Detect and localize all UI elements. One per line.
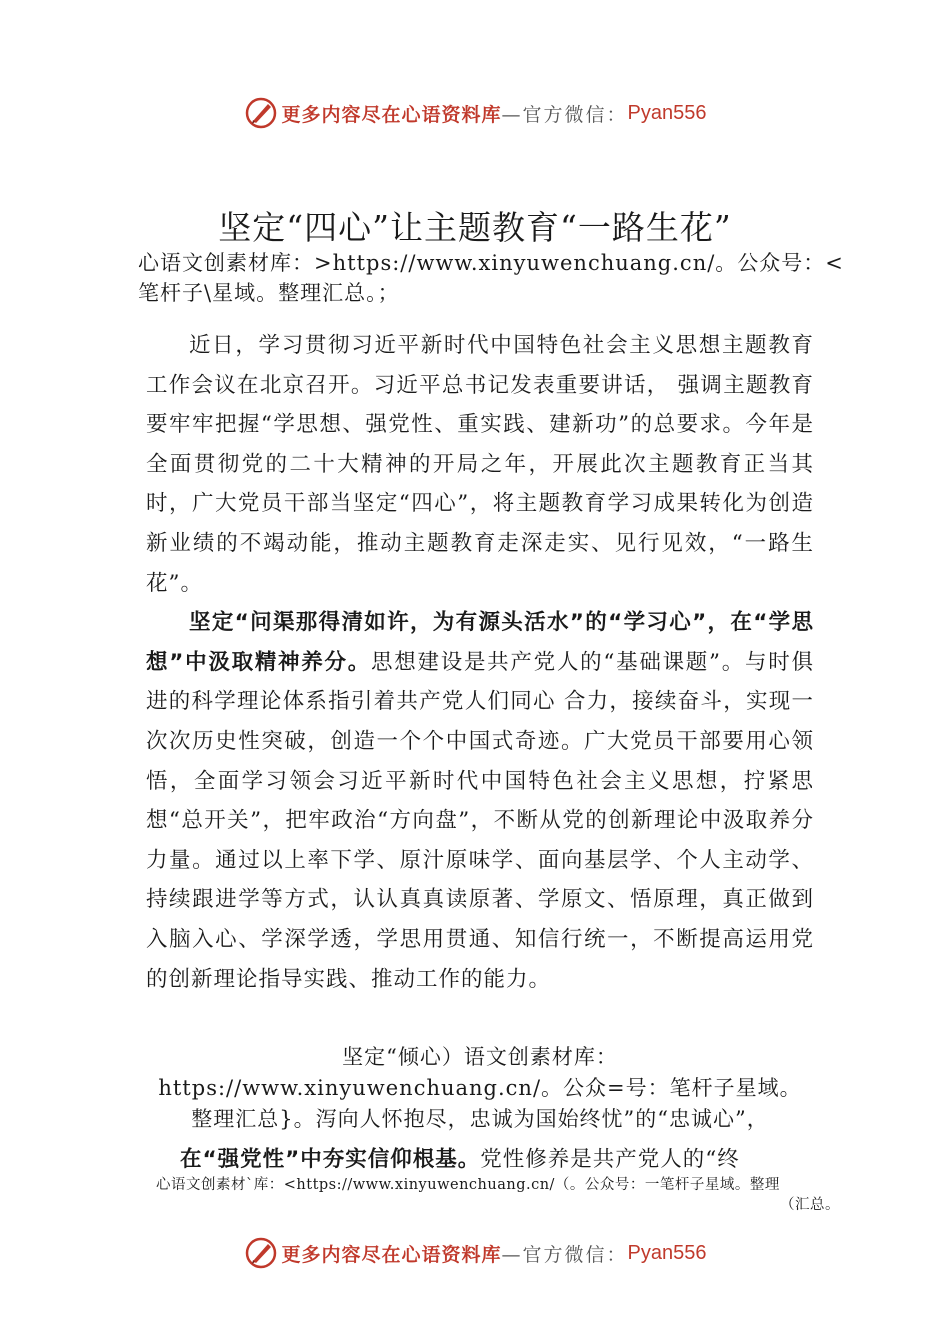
paragraph-2 — [146, 603, 814, 999]
inline-source-text: 坚定“倾心）语文创素材库：https://www.xinyuwenchuang.cn/。公众=号：笔杆子星域。整理汇总}。泻向人怀抱尽，忠诚为国始终忧”的“忠诚心”， — [158, 1045, 802, 1131]
bottom-banner — [0, 1233, 950, 1273]
footer-source-line-2: （汇总。 — [780, 1197, 840, 1213]
banner-sub-text: —官方微信： — [501, 1243, 628, 1266]
pen-seal-logo-icon — [244, 96, 278, 130]
paragraph-3-heading: 在“强党性”中夯实信仰根基。 — [180, 1147, 481, 1172]
banner-main-text: 更多内容尽在心语资料库 — [281, 103, 502, 126]
paragraph-2-text: 思想建设是共产党人的“基础课题”。与时俱进的科学理论体系指引着共产党人们同心 合力，接续奋斗，实现一次次历史性突破，创造一个个中国式奇迹。广大党员干部要用心领悟，全面学习领会习近平新时代中国特色社会主义思想，拧紧思想“总开关”，把牢政治“方向盘”，不断从党的创新理论中汲取养分力量。通过以上率下学、原汁原味学、面向基层学、个人主动学、持续跟进学等方式，认认真真读原著、学原文、悟原理，真正做到入脑入心、学深学透，学思用贯通、知信行统一，不断提高运用党的创新理论指导实践、推动工作的能力。 — [146, 649, 814, 992]
paragraph-2-heading: 坚定“问渠那得清如许，为有源头活水”的“学习心”，在“学思想”中汲取精神养分。 — [146, 610, 814, 675]
pen-seal-logo-icon — [244, 1236, 278, 1270]
paragraph-3-text: 党性修养是共产党人的“终 — [480, 1147, 740, 1172]
footer-source — [150, 1175, 840, 1215]
paragraph-1: 近日，学习贯彻习近平新时代中国特色社会主义思想主题教育工作会议在北京召开。习近平总书记发表重要讲话， 强调主题教育要牢牢把握“学思想、强党性、重实践、建新功”的总要求。今年是全面贯彻党的二十大精神的开局之年，开展此次主题教育正当其时，广大党员干部当坚定“四心”，将主题教育学习成果转化为创造新业绩的不竭动能，推动主题教育走深走实、见行见效，“一路生花”。 — [146, 333, 814, 596]
source-line: 心语文创素材库：>https://www.xinyuwenchuang.cn/。公众号：<笔杆子\星域。整理汇总。； — [138, 251, 844, 305]
banner-main-text: 更多内容尽在心语资料库 — [281, 1243, 502, 1266]
banner-sub-text: —官方微信： — [501, 103, 628, 126]
footer-source-line-1: 心语文创素材`库：<https://www.xinyuwenchuang.cn/（。公众号：一笔杆子星域。整理 — [156, 1177, 780, 1193]
banner-wechat-id: Pyan556 — [627, 1241, 707, 1264]
paragraph-3 — [180, 1144, 820, 1176]
document-title: 坚定“四心”让主题教育“一路生花” — [218, 208, 732, 247]
top-banner — [0, 93, 950, 133]
document-body — [146, 326, 814, 999]
banner-wechat-id: Pyan556 — [627, 101, 707, 124]
